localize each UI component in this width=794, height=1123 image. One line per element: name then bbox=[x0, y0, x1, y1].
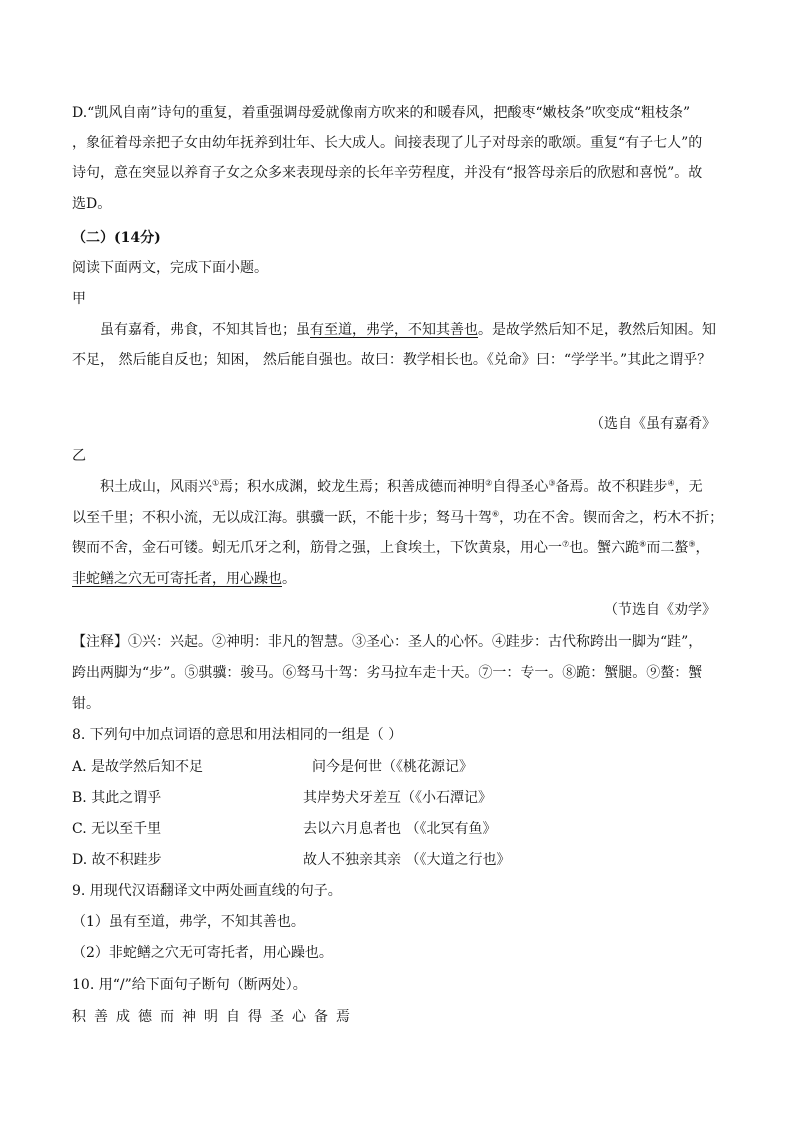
note-ref-4: ④ bbox=[667, 478, 675, 488]
underlined-sentence-1: 有至道，弗学，不知其善也 bbox=[310, 322, 478, 338]
section-heading: （二）(14分) bbox=[72, 230, 161, 246]
q10-sentence: 积善成德而神明自得圣心备焉 bbox=[72, 1009, 358, 1025]
q9-sentence-2: （2）非蛇鳝之穴无可寄托者，用心躁也。 bbox=[72, 945, 333, 961]
answer-d-line-2: ，象征着母亲把子女由幼年抚养到壮年、长大成人。间接表现了儿子对母亲的歌颂。重复“有子七人”的 bbox=[72, 135, 703, 151]
q9-sentence-1: （1）虽有至道，弗学，不知其善也。 bbox=[72, 914, 305, 930]
answer-d-line-4: 选D。 bbox=[72, 196, 112, 212]
note-ref-9: ⑨ bbox=[688, 539, 696, 549]
text-yi-l3-a: 锲而不舍，金石可镂。蚓无爪牙之利，筋骨之强，上食埃土，下饮黄泉，用心一 bbox=[72, 540, 562, 556]
q8-option-c-left: C. 无以至千里 bbox=[72, 821, 162, 837]
text-yi-l1-c: 自得圣心 bbox=[492, 479, 549, 495]
q8-option-a-left: A. 是故学然后知不足 bbox=[72, 759, 204, 775]
question-8-stem: 8. 下列句中加点词语的意思和用法相同的一组是（ ） bbox=[72, 727, 403, 743]
text-jia-line-1 bbox=[100, 320, 716, 340]
text-yi-l3-b: 也。蟹六跪 bbox=[569, 540, 640, 556]
text-yi-l2-b: ，功在不舍。锲而舍之，朽木不折； bbox=[499, 510, 724, 526]
text-yi-line-3 bbox=[72, 538, 710, 558]
q8-option-a-right: 问今是何世（《桃花源记》 bbox=[312, 759, 473, 775]
text-yi-label: 乙 bbox=[72, 448, 86, 464]
notes-line-3: 钳。 bbox=[72, 696, 100, 712]
q8-option-d-right: 故人不独亲其亲 （《大道之行也》 bbox=[303, 852, 511, 868]
q8-option-d-left: D. 故不积跬步 bbox=[72, 852, 162, 868]
answer-d-line-1: D.“凯风自南”诗句的重复，着重强调母爱就像南方吹来的和暖春风，把酸枣“嫩枝条”吹变成“粗枝条” bbox=[72, 105, 691, 121]
text-yi-l4-end: 。 bbox=[282, 571, 296, 587]
section-instruction: 阅读下面两文，完成下面小题。 bbox=[72, 260, 268, 276]
notes-line-2: 跨出两脚为“步”。⑤骐骥：骏马。⑥驽马十驾：劣马拉车走十天。⑦一：专一。⑧跪：蟹腿。⑨螯：蟹 bbox=[72, 665, 703, 681]
question-9-stem: 9. 用现代汉语翻译文中两处画直线的句子。 bbox=[72, 883, 342, 899]
text-yi-l2-a: 以至千里；不积小流，无以成江海。骐骥一跃，不能十步；驽马十驾 bbox=[72, 510, 492, 526]
text-yi-l3-c: 而二螯 bbox=[646, 540, 689, 556]
question-10-stem: 10. 用“/”给下面句子断句（断两处）。 bbox=[72, 977, 307, 993]
text-yi-l1-e: ，无 bbox=[674, 479, 703, 495]
note-ref-1: ① bbox=[212, 478, 220, 488]
text-yi-l3-d: ， bbox=[695, 540, 710, 556]
q8-option-b-right: 其岸势犬牙差互（《小石潭记》 bbox=[303, 790, 492, 806]
q8-option-b-left: B. 其此之谓乎 bbox=[72, 790, 162, 806]
text-yi-line-4 bbox=[72, 569, 296, 589]
text-yi-line-1 bbox=[100, 477, 703, 497]
text-jia-l1-b: 。是故学然后知不足，教然后知困。知 bbox=[478, 322, 716, 338]
text-yi-l1-a: 积土成山，风雨兴 bbox=[100, 479, 212, 495]
answer-d-line-3: 诗句，意在突显以养育子女之众多来表现母亲的长年辛劳程度，并没有“报答母亲后的欣慰和喜悦”。故 bbox=[72, 165, 703, 181]
underlined-sentence-2: 非蛇鳝之穴无可寄托者，用心躁也 bbox=[72, 571, 282, 587]
q8-option-c-right: 去以六月息者也 （《北冥有鱼》 bbox=[303, 821, 497, 837]
text-jia-l1-a: 虽有嘉肴，弗食，不知其旨也；虽 bbox=[100, 322, 310, 338]
text-jia-source: （选自《虽有嘉肴》 bbox=[590, 416, 716, 432]
note-ref-7: ⑦ bbox=[562, 539, 570, 549]
note-ref-2: ② bbox=[485, 478, 493, 488]
text-yi-line-2 bbox=[72, 508, 723, 528]
text-jia-line-2: 不足， 然后能自反也；知困， 然后能自强也。故曰：教学相长也。《兑命》曰：“学学半。”其此之谓乎？ bbox=[72, 352, 712, 368]
note-ref-8: ⑧ bbox=[639, 539, 647, 549]
note-ref-3: ③ bbox=[548, 478, 556, 488]
text-yi-l1-b: 焉；积水成渊，蛟龙生焉；积善成德而神明 bbox=[219, 479, 486, 495]
text-yi-l1-d: 备焉。故不积跬步 bbox=[555, 479, 668, 495]
text-yi-source: （节选自《劝学》 bbox=[604, 602, 716, 618]
notes-line-1: 【注释】①兴：兴起。②神明：非凡的智慧。③圣心：圣人的心怀。④跬步：古代称跨出一脚为“跬”， bbox=[72, 634, 703, 650]
text-jia-label: 甲 bbox=[72, 291, 86, 307]
note-ref-6: ⑥ bbox=[492, 509, 500, 519]
